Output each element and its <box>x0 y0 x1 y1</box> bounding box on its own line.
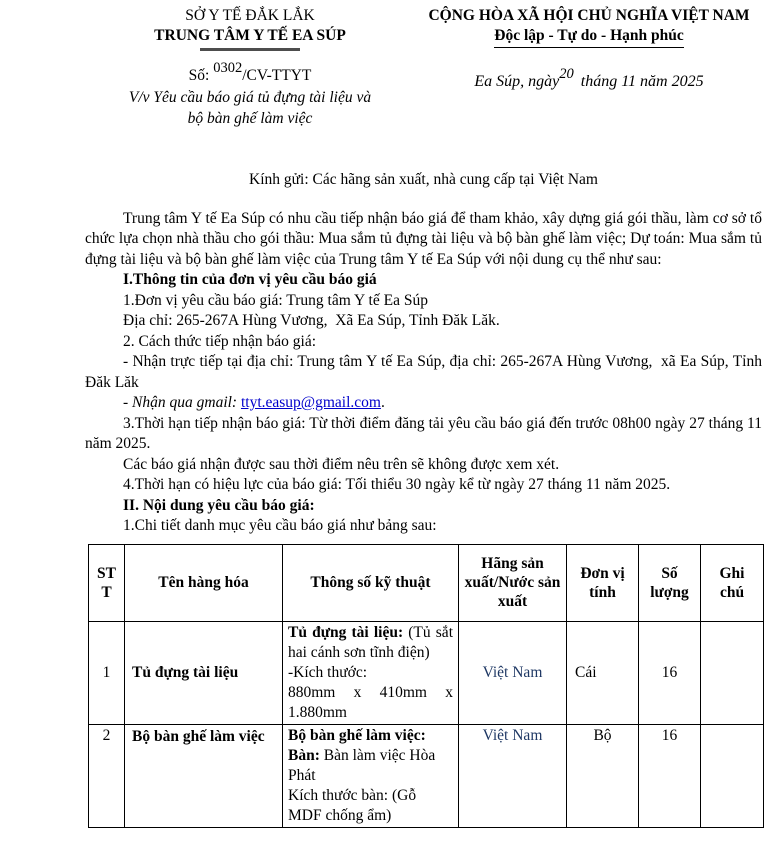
cell-item-name: Tủ đựng tài liệu <box>125 621 283 724</box>
spec-title: Bộ bàn ghế làm việc: <box>288 726 426 744</box>
cell-quantity: 16 <box>639 621 701 724</box>
gmail-line-period: . <box>380 394 385 411</box>
section2-heading: II. Nội dung yêu cầu báo giá: <box>123 496 315 514</box>
spec-dimension-label: -Kích thước: <box>288 663 368 681</box>
spec-desk-line <box>288 746 453 786</box>
org-name-underline <box>200 48 300 51</box>
cell-notes <box>701 724 764 827</box>
spec-dimensions: 880mm x 410mm x 1.880mm <box>288 683 453 721</box>
table-intro-line: 1.Chi tiết danh mục yêu cầu báo giá như bảng sau: <box>123 517 437 534</box>
spec-detail: (Tủ sắt hai cánh sơn tĩnh điện) <box>288 623 453 661</box>
subject-line-1: V/v Yêu cầu báo giá tủ đựng tài liệu và <box>128 88 372 106</box>
letterhead <box>0 0 766 129</box>
deadline-line: 3.Thời hạn tiếp nhận báo giá: Từ thời điểm đăng tải yêu cầu báo giá đến trước 08h00 ngày 27 tháng 11 năm 2025. <box>85 414 762 452</box>
table-row <box>89 621 764 724</box>
cell-unit: Bộ <box>567 724 639 827</box>
method-heading-line: 2. Cách thức tiếp nhận báo giá: <box>123 332 317 350</box>
cell-specs <box>283 724 459 827</box>
national-motto-line2: Độc lập - Tự do - Hạnh phúc <box>494 26 683 48</box>
quotation-items-table <box>88 544 764 828</box>
spec-desk-label: Bàn: <box>288 746 320 764</box>
validity-line: 4.Thời hạn có hiệu lực của báo giá: Tối thiểu 30 ngày kể từ ngày 27 tháng 11 năm 2025. <box>123 476 671 493</box>
col-header-notes: Ghi chú <box>701 544 764 621</box>
cell-item-name: Bộ bàn ghế làm việc <box>125 724 283 827</box>
date-place-line <box>416 66 762 92</box>
letterhead-issuer <box>84 6 416 129</box>
col-header-stt: STT <box>89 544 125 621</box>
cell-stt: 2 <box>89 724 125 827</box>
document-number-fill: 0302 <box>213 59 243 76</box>
subject-line-2: bộ bàn ghế làm việc <box>187 109 313 127</box>
letterhead-national <box>416 6 762 129</box>
date-month-year: tháng 11 năm 2025 <box>580 73 704 90</box>
col-header-specs: Thông số kỹ thuật <box>283 544 459 621</box>
cell-quantity: 16 <box>639 724 701 827</box>
org-unit-name: TRUNG TÂM Y TẾ EA SÚP <box>154 27 346 44</box>
date-day-fill: 20 <box>559 66 574 82</box>
parent-org-name: SỞ Y TẾ ĐẮK LẮK <box>185 7 315 24</box>
col-header-item-name: Tên hàng hóa <box>125 544 283 621</box>
email-link[interactable]: ttyt.easup@gmail.com <box>240 394 381 411</box>
address-line: Địa chỉ: 265-267A Hùng Vương, Xã Ea Súp, Tỉnh Đăk Lăk. <box>123 312 500 329</box>
cell-origin: Việt Nam <box>459 724 567 827</box>
col-header-quantity: Số lượng <box>639 544 701 621</box>
intro-paragraph: Trung tâm Y tế Ea Súp có nhu cầu tiếp nhận báo giá để tham khảo, xây dựng giá gói thầu, làm cơ sở tổ chức lựa chọn nhà thầu cho gói thầu: Mua sắm tủ đựng tài liệu và bộ bàn ghế làm việc; Dự toán: Mua sắm tủ đựng tài liệu và bộ bàn ghế làm việc của Trung tâm Y tế Ea Súp với nội dung cụ thể như sau: <box>85 209 762 268</box>
spec-desk-detail: Bàn làm việc Hòa Phát <box>288 746 436 784</box>
col-header-manufacturer: Hãng sản xuất/Nước sản xuất <box>459 544 567 621</box>
spec-description <box>288 623 453 663</box>
spec-dimensions: Kích thước bàn: (Gỗ MDF chống ẩm) <box>288 786 417 824</box>
document-subject <box>84 87 416 129</box>
document-number-prefix: Số: <box>188 66 210 84</box>
cell-origin: Việt Nam <box>459 621 567 724</box>
national-motto-line1: CỘNG HÒA XÃ HỘI CHỦ NGHĨA VIỆT NAM <box>428 7 750 24</box>
table-header-row <box>89 544 764 621</box>
gmail-line <box>85 393 762 414</box>
document-number <box>84 59 416 86</box>
cell-unit: Cái <box>567 621 639 724</box>
date-place: Ea Súp, ngày <box>474 73 560 90</box>
table-row <box>89 724 764 827</box>
document-number-suffix: /CV-TTYT <box>242 66 312 84</box>
direct-receive-line: - Nhận trực tiếp tại địa chỉ: Trung tâm Y tế Ea Súp, địa chỉ: 265-267A Hùng Vương, xã Ea Súp, Tỉnh Đăk Lăk <box>85 353 762 391</box>
salutation-line: Kính gửi: Các hãng sản xuất, nhà cung cấp tại Việt Nam <box>249 170 598 188</box>
col-header-unit: Đơn vị tính <box>567 544 639 621</box>
requesting-unit-line: 1.Đơn vị yêu cầu báo giá: Trung tâm Y tế Ea Súp <box>123 291 428 309</box>
gmail-label: - Nhận qua gmail: <box>123 394 241 411</box>
cell-notes <box>701 621 764 724</box>
cell-specs <box>283 621 459 724</box>
late-quote-note: Các báo giá nhận được sau thời điểm nêu trên sẽ không được xem xét. <box>123 455 560 473</box>
section1-heading: I.Thông tin của đơn vị yêu cầu báo giá <box>123 271 377 288</box>
spec-title: Tủ đựng tài liệu: <box>288 623 404 641</box>
document-body <box>85 209 762 537</box>
cell-stt: 1 <box>89 621 125 724</box>
